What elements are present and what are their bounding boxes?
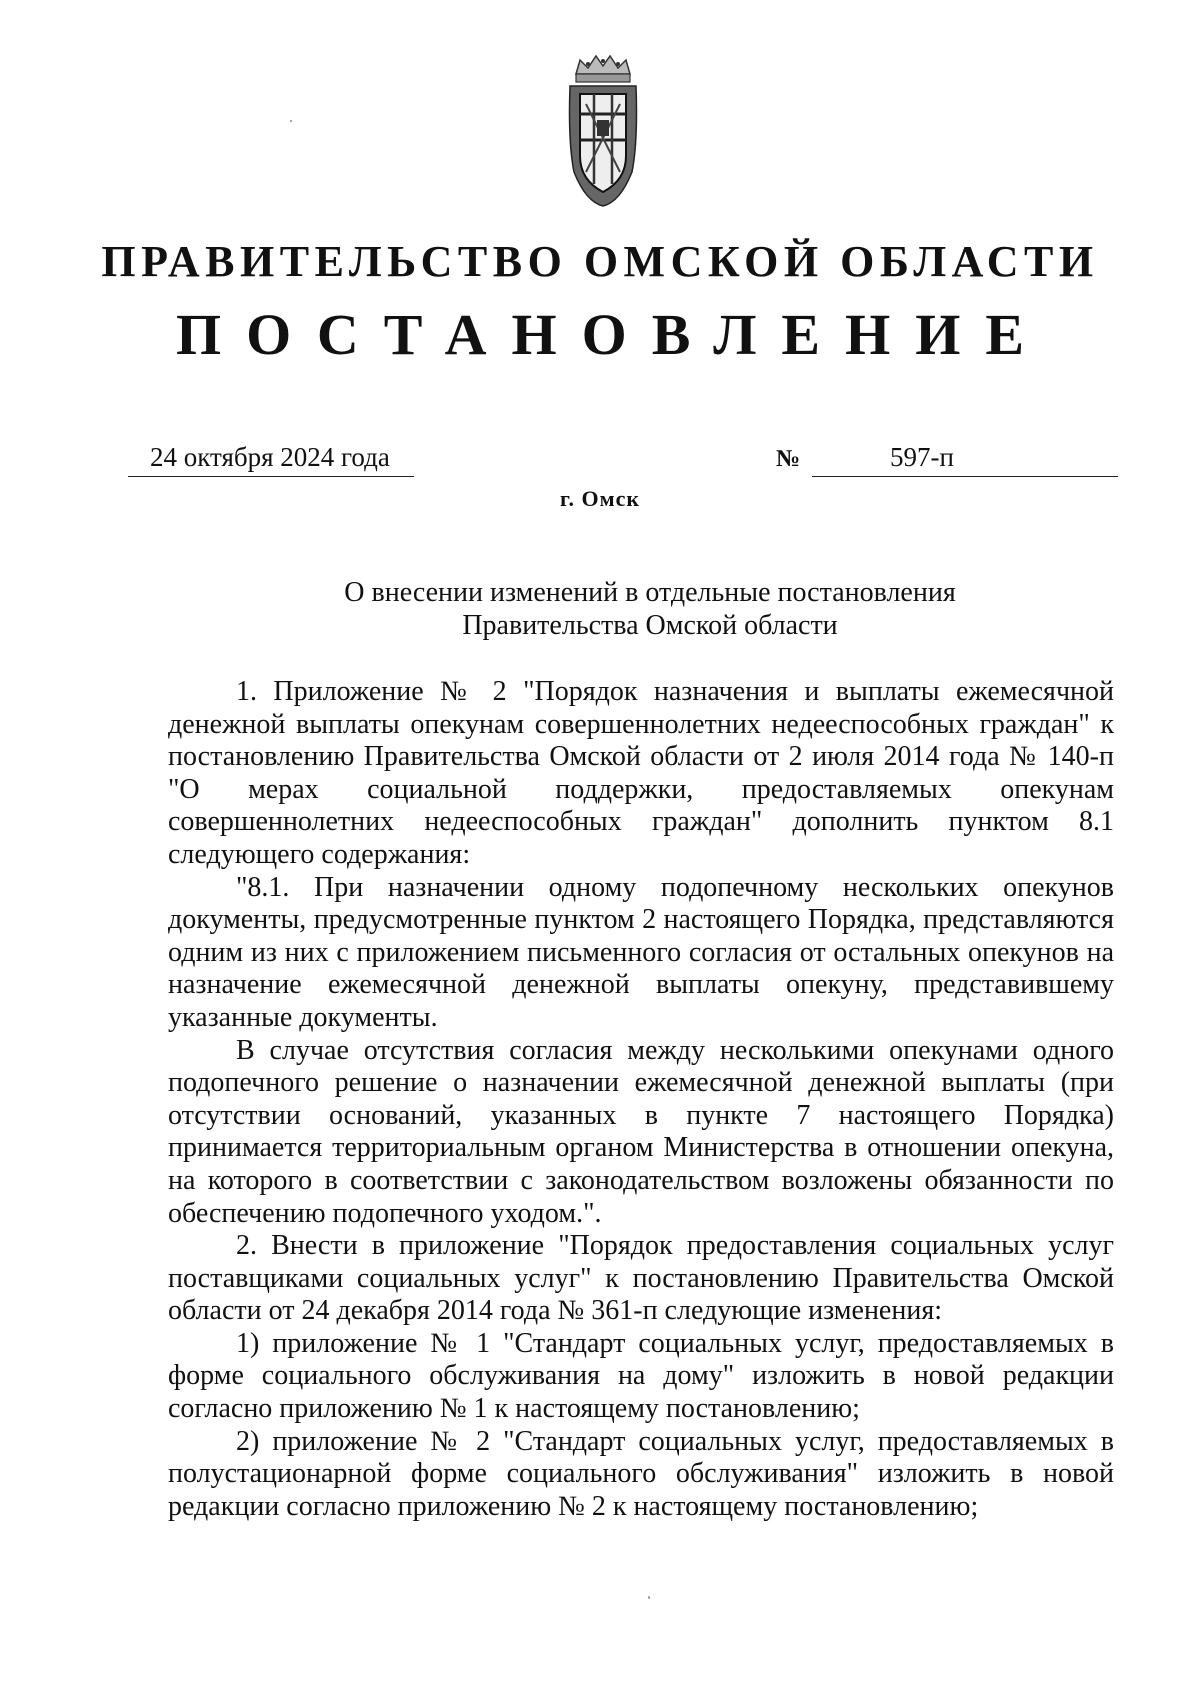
body-paragraph: 1) приложение № 1 "Стандарт социальных услуг, предоставляемых в форме социального обслуживания на дому" изложить в новой редакции согласно приложению № 1 к настоящему постановлению; xyxy=(168,1327,1114,1425)
omsk-region-coat-of-arms-icon xyxy=(564,52,642,208)
body-paragraph: 2. Внести в приложение "Порядок предоставления социальных услуг поставщиками социальных услуг" к постановлению Правительства Омской области от 24 декабря 2014 года № 361-п следующие изменения: xyxy=(168,1230,1114,1327)
document-type-heading: ПОСТАНОВЛЕНИЕ xyxy=(175,302,1050,367)
body-paragraph: "8.1. При назначении одному подопечному нескольких опекунов документы, предусмотренные пунктом 2 настоящего Порядка, представляются одним из них с приложением письменного согласия от остальных опекунов на назначение ежемесячной денежной выплаты опекуну, представившему указанные документы. xyxy=(168,871,1114,1033)
document-date: 24 октября 2024 года xyxy=(150,442,390,472)
number-label: № xyxy=(776,446,801,472)
city-line: г. Омск xyxy=(559,486,641,511)
body-paragraph: В случае отсутствия согласия между несколькими опекунами одного подопечного решение о назначении ежемесячной денежной выплаты (при отсутствии оснований, указанных в пункте 7 настоящего Порядка) принимается территориальным органом Министерства в отношении опекуна, на которого в соответствии с законодательством возложены обязанности по обеспечению подопечного уходом.". xyxy=(168,1034,1114,1229)
body-paragraph: 2) приложение № 2 "Стандарт социальных услуг, предоставляемых в полустационарной форме социального обслуживания" изложить в новой редакции согласно приложению № 2 к настоящему постановлению; xyxy=(168,1425,1114,1522)
document-body xyxy=(168,676,1114,1523)
number-underline xyxy=(812,446,1118,477)
subject-line-2: Правительства Омской области xyxy=(462,610,838,641)
subject-line-1: О внесении изменений в отдельные постановления xyxy=(344,577,956,608)
scan-speck xyxy=(290,120,292,122)
body-paragraph: 1. Приложение № 2 "Порядок назначения и выплаты ежемесячной денежной выплаты опекунам совершеннолетних недееспособных граждан" к постановлению Правительства Омской области от 2 июля 2014 года № 140-п "О мерах социальной поддержки, предоставляемых опекунам совершеннолетних недееспособных граждан" дополнить пунктом 8.1 следующего содержания: xyxy=(168,676,1114,870)
scan-speck xyxy=(648,1596,650,1599)
document-number: 597-п xyxy=(890,442,954,472)
document-subject xyxy=(168,576,1132,642)
issuer-heading: ПРАВИТЕЛЬСТВО ОМСКОЙ ОБЛАСТИ xyxy=(101,237,1099,286)
